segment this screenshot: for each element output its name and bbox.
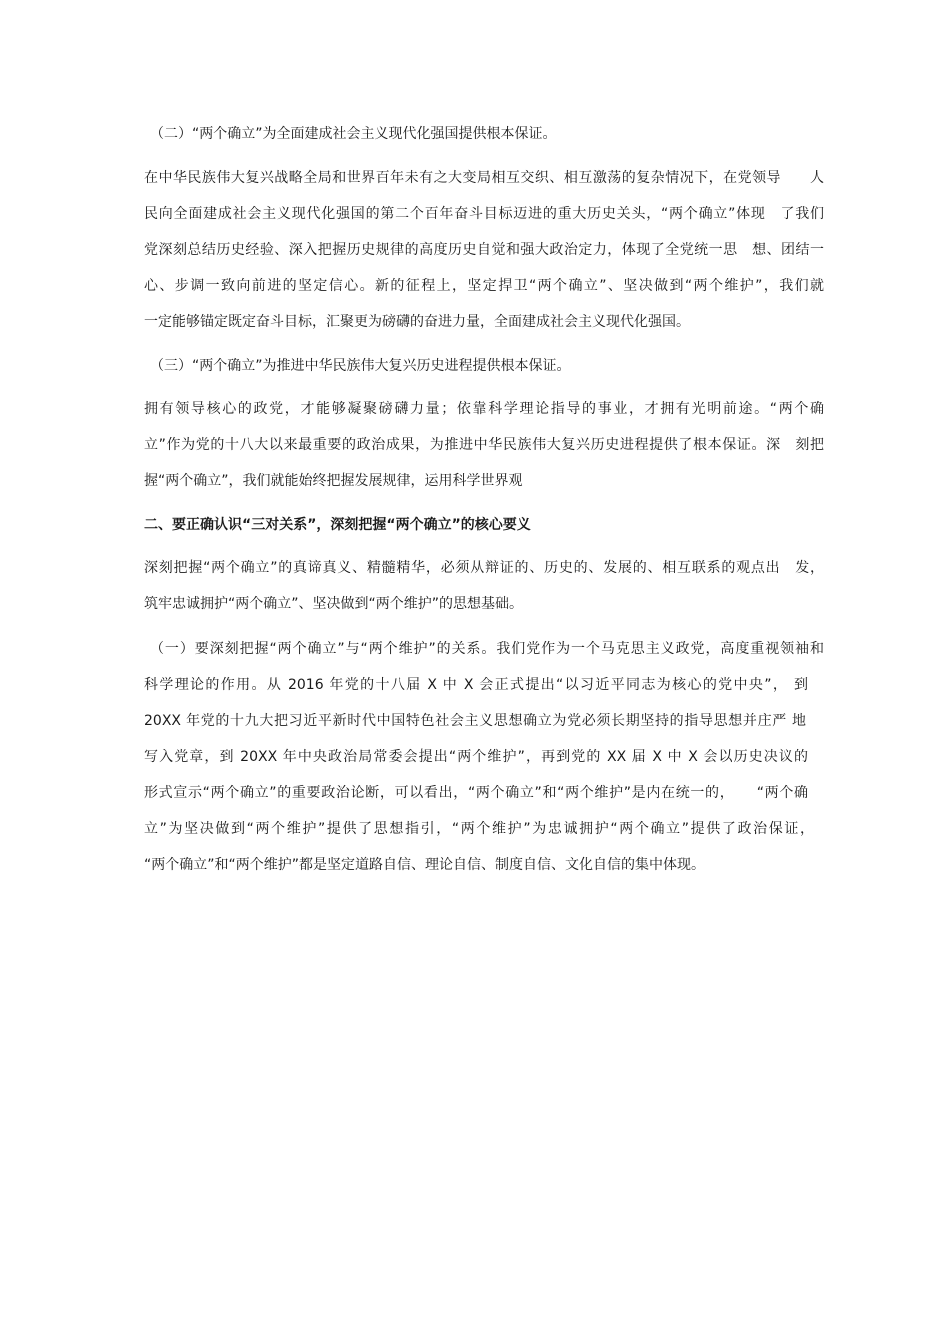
paragraph-line: 形式宣示“两个确立”的重要政治论断，可以看出，“两个确立”和“两个维护”是内在统一的， “两个确 <box>144 785 808 801</box>
paragraph-line: 一定能够锚定既定奋斗目标，汇聚更为磅礴的奋进力量，全面建成社会主义现代化强国。 <box>144 314 690 330</box>
section-heading-2: （二）“两个确立”为全面建成社会主义现代化强国提供根本保证。 <box>150 126 557 142</box>
paragraph-line: 在中华民族伟大复兴战略全局和世界百年未有之大变局相互交织、相互激荡的复杂情况下，在党领导 人 <box>144 170 824 186</box>
paragraph-line: 拥有领导核心的政党，才能够凝聚磅礴力量；依靠科学理论指导的事业，才拥有光明前途。“两个确 <box>144 401 824 417</box>
paragraph-line: 写入党章，到 20XX 年中央政治局常委会提出“两个维护”，再到党的 XX 届 X 中 X 会以历史决议的 <box>144 749 808 765</box>
part-heading: 二、要正确认识“三对关系”，深刻把握“两个确立”的核心要义 <box>144 517 531 533</box>
paragraph-line: 深刻把握“两个确立”的真谛真义、精髓精华，必须从辩证的、历史的、发展的、相互联系的观点出 发， <box>144 560 824 576</box>
paragraph-line: 立”作为党的十八大以来最重要的政治成果，为推进中华民族伟大复兴历史进程提供了根本保证。深 刻把 <box>144 437 824 453</box>
paragraph-line: 握“两个确立”，我们就能始终把握发展规律，运用科学世界观 <box>144 473 523 489</box>
paragraph-line: 筑牢忠诚拥护“两个确立”、坚决做到“两个维护”的思想基础。 <box>144 596 524 612</box>
paragraph-line: 党深刻总结历史经验、深入把握历史规律的高度历史自觉和强大政治定力，体现了全党统一思 想、团结一 <box>144 242 824 258</box>
paragraph-line: 20XX 年党的十九大把习近平新时代中国特色社会主义思想确立为党必须长期坚持的指导思想并庄严 地 <box>144 713 806 729</box>
paragraph-line: （一）要深刻把握“两个确立”与“两个维护”的关系。我们党作为一个马克思主义政党，高度重视领袖和 <box>150 641 824 657</box>
paragraph-line: 心、步调一致向前进的坚定信心。新的征程上，坚定捍卫“两个确立”、坚决做到“两个维护”，我们就 <box>144 278 824 294</box>
section-heading-3: （三）“两个确立”为推进中华民族伟大复兴历史进程提供根本保证。 <box>150 358 571 374</box>
paragraph-line: 科学理论的作用。从 2016 年党的十八届 X 中 X 会正式提出“以习近平同志为核心的党中央”， 到 <box>144 677 808 693</box>
paragraph-line: 民向全面建成社会主义现代化强国的第二个百年奋斗目标迈进的重大历史关头，“两个确立”体现 了我们 <box>144 206 824 222</box>
paragraph-line: “两个确立”和“两个维护”都是坚定道路自信、理论自信、制度自信、文化自信的集中体现。 <box>144 857 706 873</box>
paragraph-line: 立”为坚决做到“两个维护”提供了思想指引，“两个维护”为忠诚拥护“两个确立”提供了政治保证， <box>144 821 814 837</box>
